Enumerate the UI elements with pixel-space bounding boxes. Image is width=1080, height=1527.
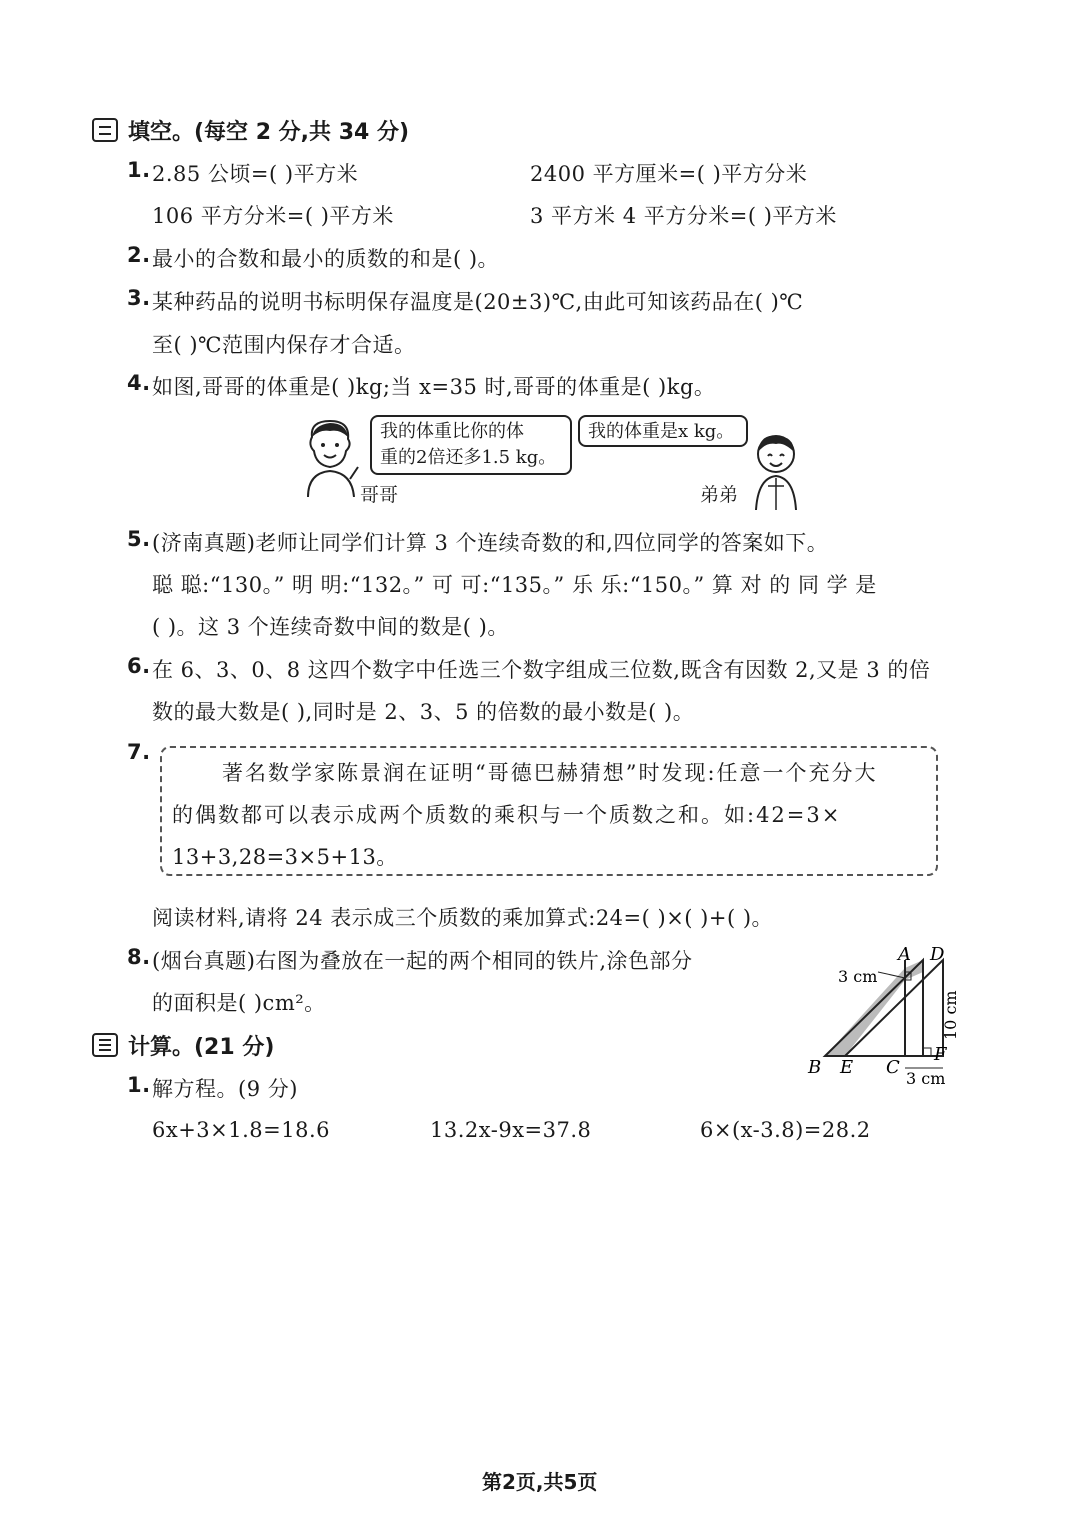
question-text: 解方程。(9 分)	[152, 1077, 298, 1101]
question-text: 某种药品的说明书标明保存温度是(20±3)℃,由此可知该药品在( )℃	[152, 290, 804, 314]
point-label-c: C	[886, 1057, 900, 1078]
length-label-bottom: 3 cm	[906, 1069, 946, 1088]
point-label-d: D	[930, 944, 945, 965]
equation: 6x+3×1.8=18.6	[152, 1118, 331, 1142]
section-number-icon	[92, 1033, 118, 1057]
point-label-b: B	[808, 1057, 822, 1078]
reading-material-text: 著名数学家陈景润在证明“哥德巴赫猜想”时发现:任意一个充分大	[222, 761, 878, 785]
question-text: 在 6、3、0、8 这四个数字中任选三个数字组成三位数,既含有因数 2,又是 3 的倍	[152, 658, 931, 682]
speech-bubble-older-brother	[370, 415, 572, 475]
bubble-text: 重的2倍还多1.5 kg。	[380, 447, 557, 468]
equation: 6×(x-3.8)=28.2	[700, 1118, 871, 1142]
older-brother-label: 哥哥	[360, 484, 399, 506]
question-number: 3.	[127, 286, 151, 310]
question-number: 1.	[127, 1073, 151, 1097]
question-text: (济南真题)老师让同学们计算 3 个连续奇数的和,四位同学的答案如下。	[152, 531, 829, 555]
overlapping-plates-figure	[800, 938, 965, 1088]
question-number: 4.	[127, 371, 151, 395]
question-text: ( )。这 3 个连续奇数中间的数是( )。	[152, 615, 509, 639]
bubble-text: 我的体重是x kg。	[588, 421, 735, 442]
question-text: 的面积是( )cm²。	[152, 991, 326, 1015]
question-text: 2.85 公顷=( )平方米	[152, 162, 359, 186]
question-text: 阅读材料,请将 24 表示成三个质数的乘加算式:24=( )×( )+( )。	[152, 906, 774, 930]
question-text: 如图,哥哥的体重是( )kg;当 x=35 时,哥哥的体重是( )kg。	[152, 375, 716, 399]
question-text: 聪 聪:“130。” 明 明:“132。” 可 可:“135。” 乐 乐:“150。” 算 对 的 同 学 是	[152, 573, 877, 597]
question-number: 7.	[127, 740, 151, 764]
length-label-top: 3 cm	[838, 967, 878, 986]
section-title: 填空。(每空 2 分,共 34 分)	[128, 120, 410, 145]
question-number: 2.	[127, 243, 151, 267]
bubble-text: 我的体重比你的体	[380, 421, 524, 442]
reading-material-text: 的偶数都可以表示成两个质数的乘积与一个质数之和。如:42=3×	[172, 803, 842, 827]
question-number: 8.	[127, 945, 151, 969]
point-label-e: E	[840, 1057, 854, 1078]
older-brother-illustration	[300, 415, 362, 497]
page-number: 第2页,共5页	[482, 1470, 598, 1494]
question-number: 1.	[127, 158, 151, 182]
question-text: 最小的合数和最小的质数的和是( )。	[152, 247, 500, 271]
point-label-f: F	[934, 1044, 947, 1065]
question-text: 数的最大数是( ),同时是 2、3、5 的倍数的最小数是( )。	[152, 700, 695, 724]
question-text: 2400 平方厘米=( )平方分米	[530, 162, 808, 186]
section-title: 计算。(21 分)	[128, 1035, 275, 1060]
reading-material-text: 13+3,28=3×5+13。	[172, 845, 398, 869]
length-label-side: 10 cm	[941, 990, 960, 1040]
question-number: 5.	[127, 527, 151, 551]
question-text: 106 平方分米=( )平方米	[152, 204, 394, 228]
question-text: 3 平方米 4 平方分米=( )平方米	[530, 204, 837, 228]
question-text: (烟台真题)右图为叠放在一起的两个相同的铁片,涂色部分	[152, 949, 693, 973]
question-text: 至( )℃范围内保存才合适。	[152, 333, 416, 357]
younger-brother-label: 弟弟	[700, 484, 739, 506]
section-number-icon	[92, 118, 118, 142]
equation: 13.2x-9x=37.8	[430, 1118, 592, 1142]
point-label-a: A	[898, 944, 911, 965]
younger-brother-illustration	[748, 430, 804, 510]
question-number: 6.	[127, 654, 151, 678]
speech-bubble-younger-brother	[578, 415, 748, 447]
